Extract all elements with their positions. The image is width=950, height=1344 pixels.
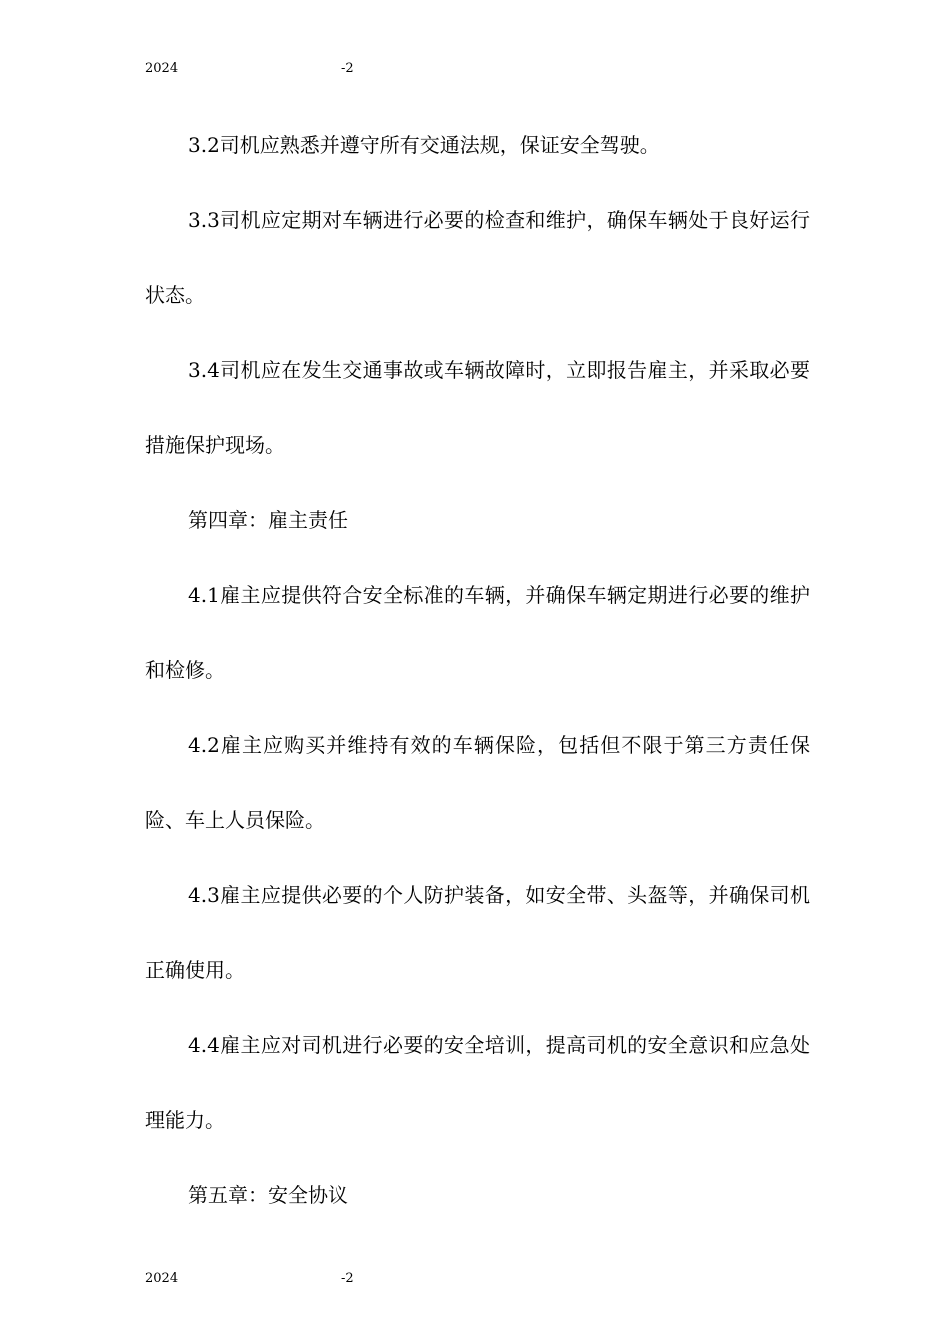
header-year: 2024	[145, 61, 179, 76]
page-header	[145, 59, 405, 79]
document-body	[145, 108, 810, 1233]
paragraph-4-3: 4.3雇主应提供必要的个人防护装备，如安全带、头盔等，并确保司机正确使用。	[145, 883, 810, 982]
paragraph-3-2: 3.2司机应熟悉并遵守所有交通法规，保证安全驾驶。	[188, 133, 660, 157]
paragraph-4-4: 4.4雇主应对司机进行必要的安全培训，提高司机的安全意识和应急处理能力。	[145, 1033, 810, 1132]
page-footer	[145, 1269, 405, 1289]
header-page-number: -2	[341, 61, 354, 76]
paragraph-4-1: 4.1雇主应提供符合安全标准的车辆，并确保车辆定期进行必要的维护和检修。	[145, 583, 810, 682]
chapter-5-heading: 第五章：安全协议	[188, 1183, 348, 1207]
paragraph-3-3: 3.3司机应定期对车辆进行必要的检查和维护，确保车辆处于良好运行状态。	[145, 208, 810, 307]
footer-year: 2024	[145, 1271, 179, 1286]
paragraph-3-4: 3.4司机应在发生交通事故或车辆故障时，立即报告雇主，并采取必要措施保护现场。	[145, 358, 810, 457]
footer-page-number: -2	[341, 1271, 354, 1286]
paragraph-4-2: 4.2雇主应购买并维持有效的车辆保险，包括但不限于第三方责任保险、车上人员保险。	[145, 733, 810, 832]
chapter-4-heading: 第四章：雇主责任	[188, 508, 348, 532]
